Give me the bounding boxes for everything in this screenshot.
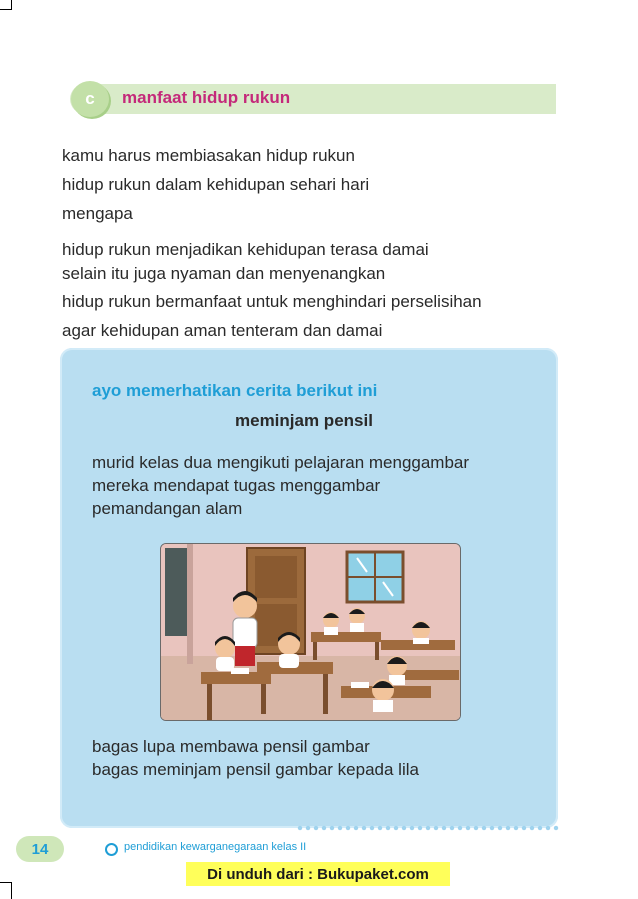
page-number: 14 bbox=[31, 840, 49, 858]
text-line: bagas lupa membawa pensil gambar bbox=[92, 737, 370, 756]
circle-icon bbox=[105, 843, 118, 856]
story-intro bbox=[92, 451, 469, 520]
text-line: mereka mendapat tugas menggambar bbox=[92, 476, 381, 495]
classroom-drawing bbox=[161, 544, 460, 720]
text-line: pemandangan alam bbox=[92, 499, 243, 518]
classroom-illustration bbox=[160, 543, 461, 721]
story-heading: ayo memerhatikan cerita berikut ini bbox=[92, 381, 378, 400]
crop-mark bbox=[11, 0, 12, 10]
decorative-dots bbox=[296, 825, 560, 831]
text-line: selain itu juga nyaman dan menyenangkan bbox=[62, 264, 386, 283]
story-closing bbox=[92, 735, 419, 781]
text-line: bagas meminjam pensil gambar kepada lila bbox=[92, 760, 419, 779]
section-title: manfaat hidup rukun bbox=[122, 88, 291, 107]
text-line: murid kelas dua mengikuti pelajaran menggambar bbox=[92, 453, 470, 472]
page-number-badge bbox=[16, 836, 64, 862]
paragraph-intro bbox=[62, 144, 369, 226]
paragraph-reasons bbox=[62, 238, 482, 343]
section-letter: c bbox=[85, 89, 95, 108]
text-line: agar kehidupan aman tenteram dan damai bbox=[62, 321, 383, 340]
story-title: meminjam pensil bbox=[235, 411, 373, 430]
crop-mark bbox=[11, 882, 12, 899]
text-line: hidup rukun menjadikan kehidupan terasa damai bbox=[62, 240, 429, 259]
book-title: pendidikan kewarganegaraan kelas II bbox=[124, 841, 307, 853]
text-line: hidup rukun dalam kehidupan sehari hari bbox=[62, 175, 370, 194]
text-line: kamu harus membiasakan hidup rukun bbox=[62, 146, 355, 165]
text-line: mengapa bbox=[62, 204, 133, 223]
download-banner bbox=[186, 862, 450, 886]
section-letter-badge bbox=[71, 81, 109, 117]
text-line: hidup rukun bermanfaat untuk menghindari perselisihan bbox=[62, 292, 482, 311]
download-text: Di unduh dari : Bukupaket.com bbox=[207, 865, 429, 883]
